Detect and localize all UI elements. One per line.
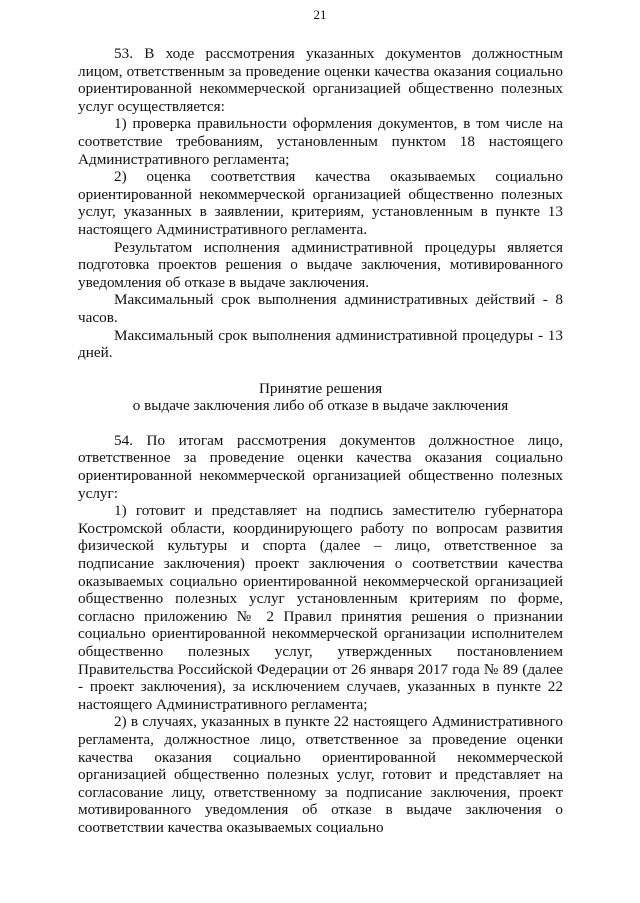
spacer	[78, 362, 563, 380]
page-number: 21	[313, 7, 327, 22]
item-53-1: 1) проверка правильности оформления документов, в том числе на соответствие требованиям, установленным пунктом 18 настоящего Административного регламента;	[78, 115, 563, 168]
item-54-2: 2) в случаях, указанных в пункте 22 настоящего Административного регламента, должностное лицо, ответственное за проведение оценки качества оказания социально ориентированной некоммерческой организацией общественно полезных услуг, готовит и представляет на согласование лицу, ответственному за подписание заключения, проект мотивированного уведомления об отказе в выдаче заключения о соответствии качества оказываемых социально	[78, 713, 563, 836]
paragraph-max-actions: Максимальный срок выполнения административных действий - 8 часов.	[78, 291, 563, 326]
paragraph-54: 54. По итогам рассмотрения документов должностное лицо, ответственное за проведение оценки качества оказания социально ориентированной некоммерческой организацией общественно полезных услуг:	[78, 431, 563, 502]
spacer	[78, 415, 563, 432]
section-heading-line2: о выдаче заключения либо об отказе в выдаче заключения	[132, 397, 509, 415]
item-53-2: 2) оценка соответствия качества оказываемых социально ориентированной некоммерческой организацией общественно полезных услуг, указанных в заявлении, критериям, установленным в пункте 13 настоящего Административного регламента.	[78, 168, 563, 238]
document-body	[78, 45, 563, 837]
section-heading-line1: Принятие решения	[258, 379, 383, 397]
paragraph-53: 53. В ходе рассмотрения указанных документов должностным лицом, ответственным за проведение оценки качества оказания социально ориентированной некоммерческой организацией общественно полезных услуг осуществляется:	[78, 45, 563, 115]
paragraph-max-procedure: Максимальный срок выполнения административной процедуры - 13 дней.	[78, 326, 563, 362]
paragraph-result: Результатом исполнения административной процедуры является подготовка проектов решения о выдаче заключения, мотивированного уведомления об отказе в выдаче заключения.	[78, 238, 563, 291]
item-54-1: 1) готовит и представляет на подпись заместителю губернатора Костромской области, координирующего работу по вопросам развития физической культуры и спорта (далее – лицо, ответственное за подписание заключения) проект заключения о соответствии качества оказываемых социально ориентированной некоммерческой организацией общественно полезных услуг установленным критериям по форме, согласно приложению № 2 Правил принятия решения о признании социально ориентированной некоммерческой организации исполнителем общественно полезных услуг, утвержденных постановлением Правительства Российской Федерации от 26 января 2017 года № 89 (далее - проект заключения), за исключением случаев, указанных в пункте 22 настоящего Административного регламента;	[78, 502, 563, 713]
